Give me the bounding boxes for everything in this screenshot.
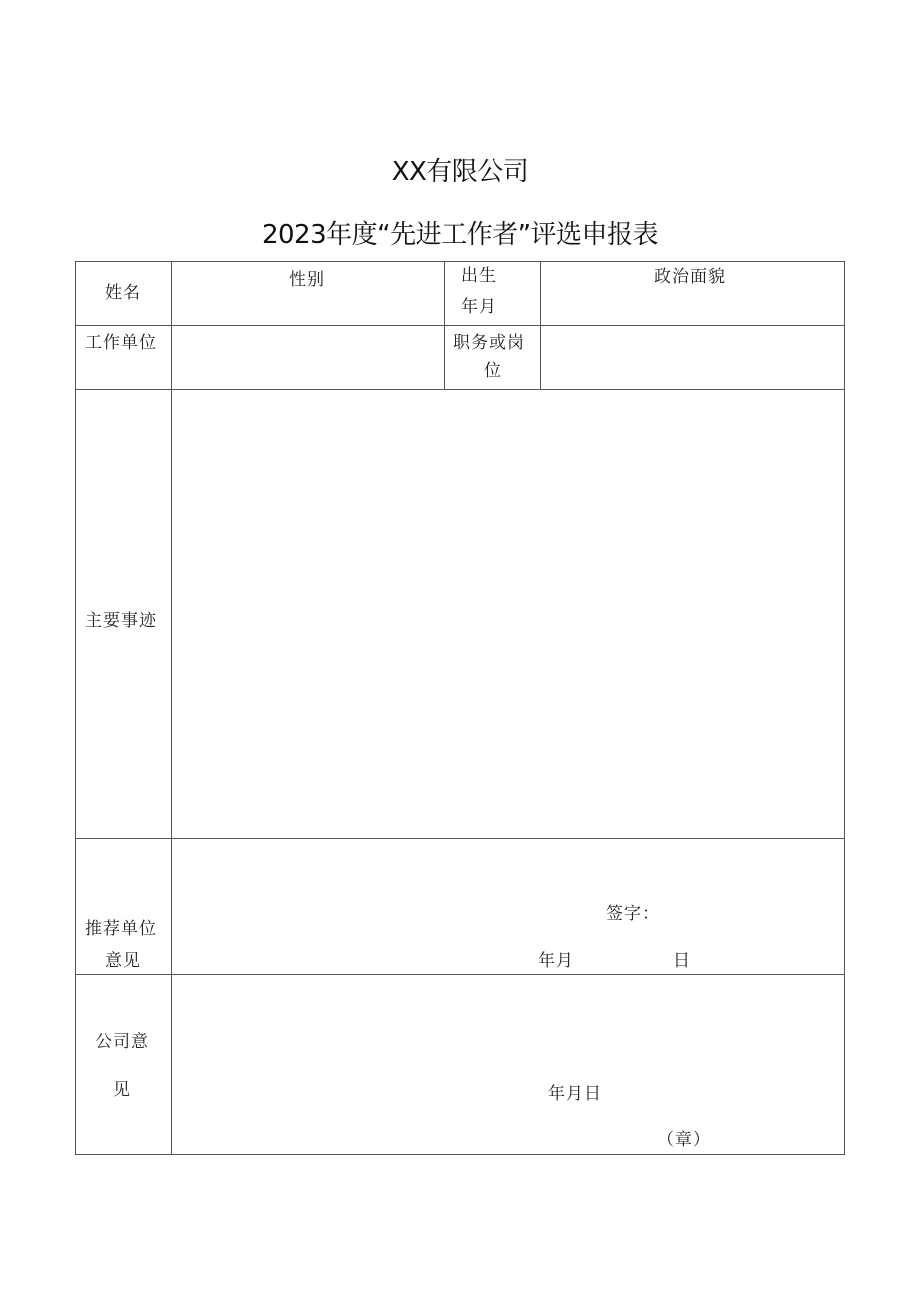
birth-label-line2: 年月 [461, 297, 497, 317]
row-divider-3 [75, 838, 845, 839]
row-divider-1 [75, 325, 845, 326]
gender-label: 性别 [289, 270, 325, 290]
seal-label: （章） [657, 1130, 711, 1150]
name-label: 姓名 [105, 283, 141, 303]
company-opinion-label-line2: 见 [113, 1080, 131, 1100]
signature-label: 签字： [606, 904, 660, 924]
recommend-opinion-label-line1: 推荐单位 [85, 919, 157, 939]
form-title: 2023年度“先进工作者”评选申报表 [261, 220, 659, 250]
application-form-table [75, 261, 845, 1155]
table-border-bottom [75, 1154, 845, 1155]
table-border-top [75, 261, 845, 262]
political-status-label: 政治面貌 [654, 267, 726, 287]
row-divider-2 [75, 389, 845, 390]
year-month-label: 年月 [538, 951, 574, 971]
table-border-right [844, 261, 845, 1155]
company-opinion-label-line1: 公司意 [95, 1032, 149, 1052]
table-border-left [75, 261, 76, 1155]
column-divider-birth-left [444, 261, 445, 389]
work-unit-label: 工作单位 [85, 333, 157, 353]
label-column-divider [171, 261, 172, 1155]
row-divider-4 [75, 974, 845, 975]
company-title: XX有限公司 [391, 157, 529, 187]
position-label-line2: 位 [484, 361, 502, 381]
recommend-opinion-label-line2: 意见 [105, 951, 141, 971]
date-label: 年月日 [548, 1084, 602, 1104]
position-label-line1: 职务或岗 [453, 333, 525, 353]
column-divider-birth-right [540, 261, 541, 389]
achievements-label: 主要事迹 [85, 611, 157, 631]
birth-label-line1: 出生 [461, 266, 497, 286]
day-label: 日 [673, 951, 691, 971]
